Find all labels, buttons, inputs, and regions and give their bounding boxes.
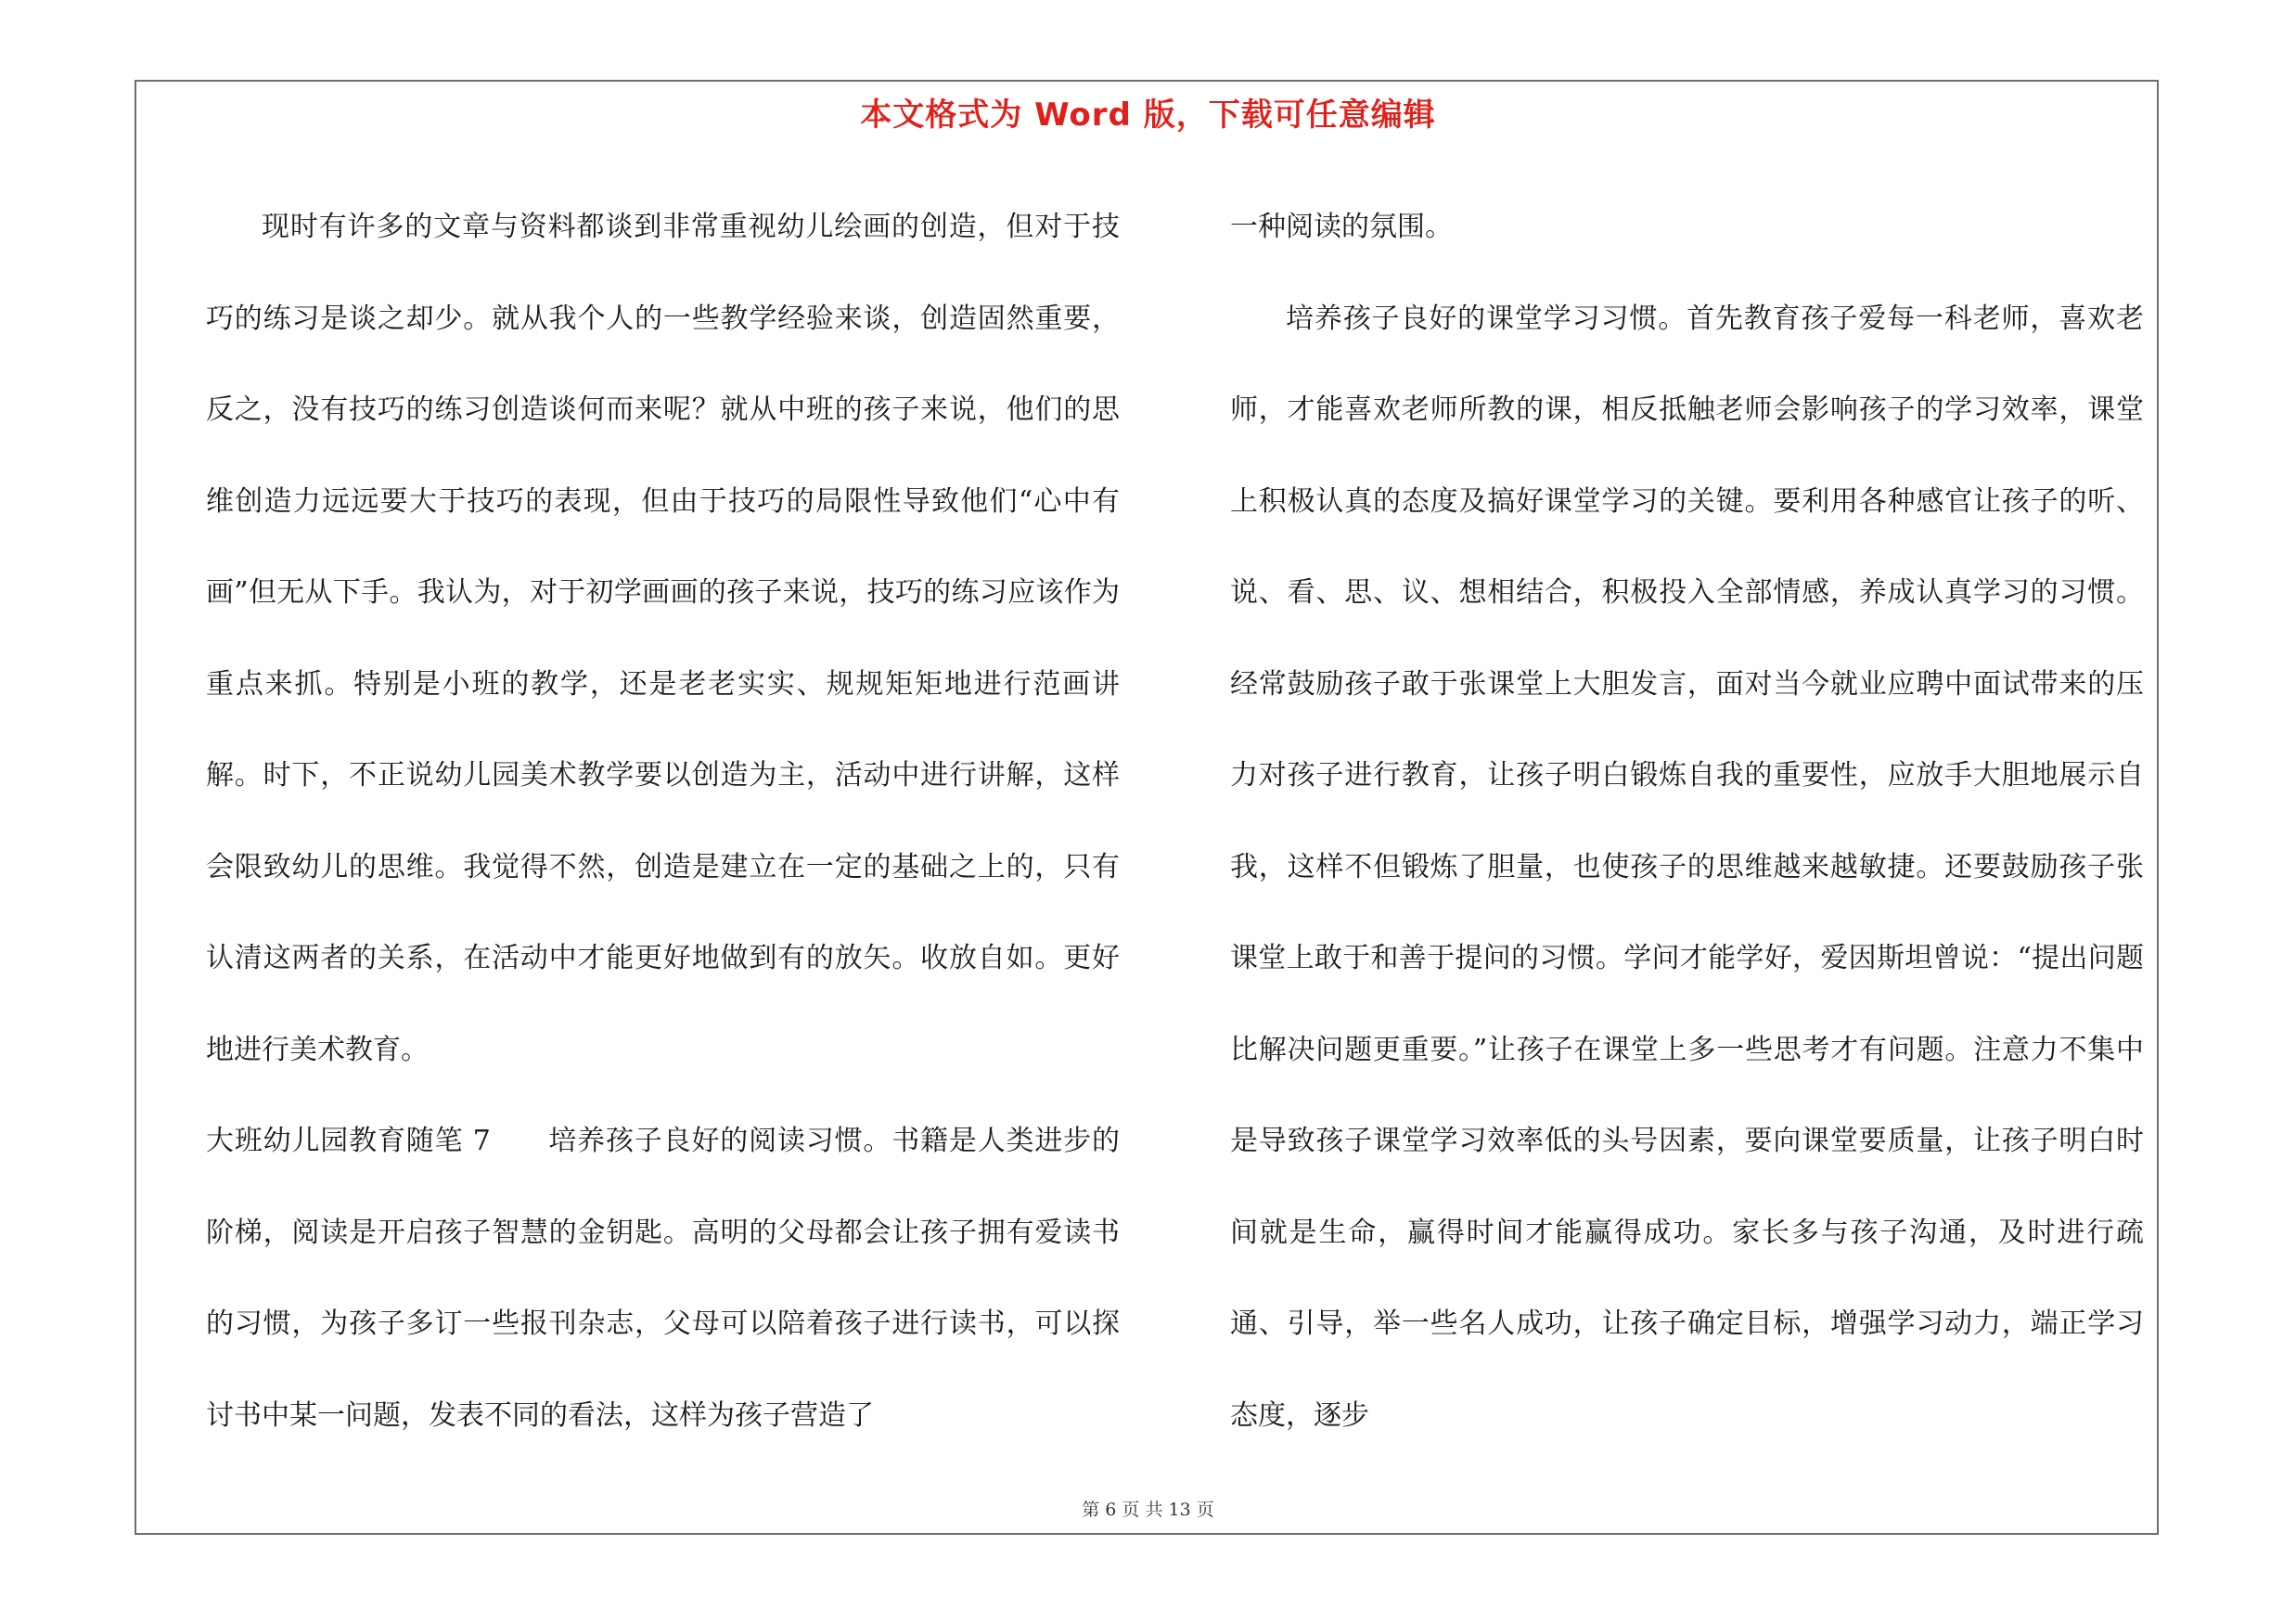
page-number-footer: 第 6 页 共 13 页 <box>1082 1500 1214 1520</box>
word-format-banner: 本文格式为 Word 版，下载可任意编辑 <box>860 97 1436 134</box>
left-text-column <box>206 182 1120 1462</box>
left-paragraph-1: 现时有许多的文章与资料都谈到非常重视幼儿绘画的创造，但对于技巧的练习是谈之却少。就从我个人的一些教学经验来谈，创造固然重要，反之，没有技巧的练习创造谈何而来呢？就从中班的孩子来说，他们的思维创造力远远要大于技巧的表现，但由于技巧的局限性导致他们“心中有画”但无从下手。我认为，对于初学画画的孩子来说，技巧的练习应该作为重点来抓。特别是小班的教学，还是老老实实、规规矩矩地进行范画讲解。时下，不正说幼儿园美术教学要以创造为主，活动中进行讲解，这样会限致幼儿的思维。我觉得不然，创造是建立在一定的基础之上的，只有认清这两者的关系，在活动中才能更好地做到有的放矢。收放自如。更好地进行美术教育。 <box>206 211 1120 1066</box>
left-paragraph-2: 大班幼儿园教育随笔 7 培养孩子良好的阅读习惯。书籍是人类进步的阶梯，阅读是开启孩子智慧的金钥匙。高明的父母都会让孩子拥有爱读书的习惯，为孩子多订一些报刊杂志，父母可以陪着孩子进行读书，可以探讨书中某一问题，发表不同的看法，这样为孩子营造了 <box>206 1125 1120 1432</box>
right-paragraph-1: 一种阅读的氛围。 <box>1230 211 1453 243</box>
right-text-column <box>1230 182 2144 1462</box>
right-paragraph-2: 培养孩子良好的课堂学习习惯。首先教育孩子爱每一科老师，喜欢老师，才能喜欢老师所教的课，相反抵触老师会影响孩子的学习效率，课堂上积极认真的态度及搞好课堂学习的关键。要利用各种感官让孩子的听、说、看、思、议、想相结合，积极投入全部情感，养成认真学习的习惯。经常鼓励孩子敢于张课堂上大胆发言，面对当今就业应聘中面试带来的压力对孩子进行教育，让孩子明白锻炼自我的重要性，应放手大胆地展示自我，这样不但锻炼了胆量，也使孩子的思维越来越敏捷。还要鼓励孩子张课堂上敢于和善于提问的习惯。学问才能学好，爱因斯坦曾说：“提出问题比解决问题更重要。”让孩子在课堂上多一些思考才有问题。注意力不集中是导致孩子课堂学习效率低的头号因素，要向课堂要质量，让孩子明白时间就是生命，赢得时间才能赢得成功。家长多与孩子沟通，及时进行疏通、引导，举一些名人成功，让孩子确定目标，增强学习动力，端正学习态度，逐步 <box>1230 302 2144 1432</box>
